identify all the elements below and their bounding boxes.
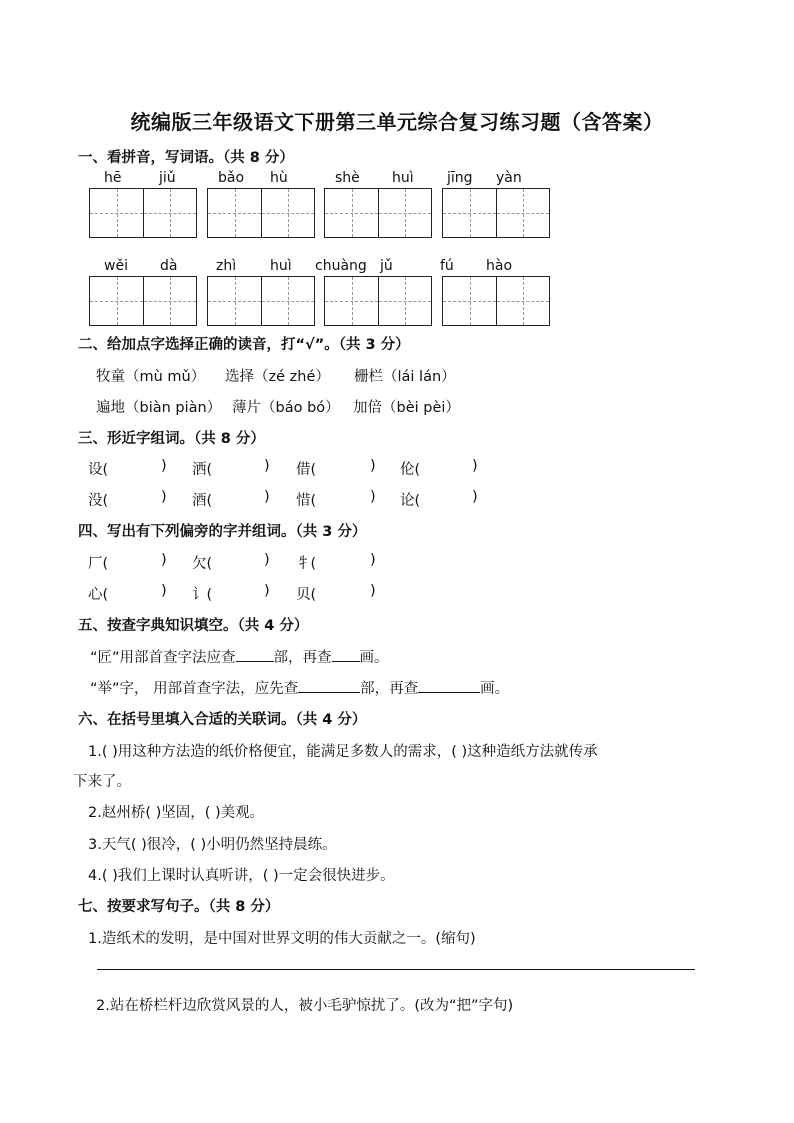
radical-prompt: 厂(: [88, 556, 109, 572]
radical-prompt: 心(: [88, 587, 109, 603]
section-4-heading: 四、写出有下列偏旁的字并组词。（共 3 分）: [78, 524, 367, 540]
char-prompt: 借(: [296, 462, 317, 478]
answer-blank[interactable]: [418, 678, 480, 693]
pinyin: dà: [160, 258, 178, 274]
sentence-question-1: 1.造纸术的发明，是中国对世界文明的伟大贡献之一。(缩句): [88, 931, 476, 947]
radical-blank-close[interactable]: ): [264, 583, 270, 599]
radical-prompt: 贝(: [296, 587, 317, 603]
text: 画。: [480, 681, 510, 697]
dictionary-question-2: [90, 677, 509, 698]
writing-grid[interactable]: [89, 188, 197, 238]
pinyin: chuàng: [315, 258, 367, 274]
radical-blank-close[interactable]: ): [370, 583, 376, 599]
section-7-heading: 七、按要求写句子。（共 8 分）: [78, 899, 280, 915]
answer-blank[interactable]: [236, 647, 274, 662]
char-blank-close[interactable]: ): [264, 489, 270, 505]
reading-option[interactable]: 牧童（mù mǔ）: [96, 369, 206, 385]
writing-grid[interactable]: [324, 276, 432, 326]
char-blank-close[interactable]: ): [264, 458, 270, 474]
radical-prompt: 欠(: [192, 556, 213, 572]
pinyin: jīng: [447, 170, 473, 186]
answer-blank[interactable]: [298, 678, 360, 693]
text: 部，再查: [360, 681, 419, 697]
char-blank-close[interactable]: ): [161, 489, 167, 505]
writing-grid[interactable]: [207, 276, 315, 326]
char-prompt: 没(: [88, 493, 109, 509]
writing-grid[interactable]: [442, 188, 550, 238]
radical-blank-close[interactable]: ): [264, 552, 270, 568]
answer-blank[interactable]: [332, 647, 360, 662]
conjunction-question-3[interactable]: 3.天气( )很冷，( )小明仍然坚持晨练。: [88, 837, 337, 853]
char-blank-close[interactable]: ): [370, 458, 376, 474]
char-prompt: 伦(: [400, 462, 421, 478]
pinyin: jiǔ: [159, 170, 176, 186]
sentence-question-2: 2.站在桥栏杆边欣赏风景的人，被小毛驴惊扰了。(改为“把”字句): [96, 998, 514, 1014]
text: “匠”用部首查字法应查: [90, 650, 236, 666]
writing-grid[interactable]: [442, 276, 550, 326]
pinyin: zhì: [216, 258, 237, 274]
char-blank-close[interactable]: ): [472, 489, 478, 505]
section-1-heading: 一、看拼音，写词语。（共 8 分）: [78, 150, 294, 166]
pinyin: jǔ: [380, 258, 393, 274]
answer-line[interactable]: [97, 969, 695, 970]
writing-grid[interactable]: [324, 188, 432, 238]
char-prompt: 酒(: [192, 493, 213, 509]
char-prompt: 惜(: [296, 493, 317, 509]
reading-option[interactable]: 薄片（báo bó）: [232, 400, 340, 416]
char-prompt: 论(: [400, 493, 421, 509]
text: “举”字， 用部首查字法，应先查: [90, 681, 299, 697]
dictionary-question-1: [90, 646, 389, 667]
radical-prompt: 讠(: [192, 587, 213, 603]
radical-prompt: 牜(: [296, 556, 317, 572]
text: 部，再查: [273, 650, 332, 666]
section-2-heading: 二、给加点字选择正确的读音，打“√”。（共 3 分）: [78, 337, 410, 353]
radical-blank-close[interactable]: ): [161, 583, 167, 599]
pinyin: hē: [104, 170, 122, 186]
reading-option[interactable]: 选择（zé zhé）: [225, 369, 330, 385]
section-5-heading: 五、按查字典知识填空。（共 4 分）: [78, 618, 309, 634]
pinyin: shè: [335, 170, 360, 186]
pinyin: huì: [392, 170, 414, 186]
writing-grid[interactable]: [89, 276, 197, 326]
conjunction-question-2[interactable]: 2.赵州桥( )坚固，( )美观。: [88, 805, 265, 821]
pinyin: fú: [440, 258, 454, 274]
char-blank-close[interactable]: ): [161, 458, 167, 474]
char-blank-close[interactable]: ): [472, 458, 478, 474]
page-title: 统编版三年级语文下册第三单元综合复习练习题（含答案）: [130, 110, 664, 134]
char-prompt: 洒(: [192, 462, 213, 478]
pinyin: hào: [486, 258, 513, 274]
reading-option[interactable]: 加倍（bèi pèi）: [353, 400, 460, 416]
conjunction-question-1[interactable]: 1.( )用这种方法造的纸价格便宜，能满足多数人的需求，( )这种造纸方法就传承: [88, 744, 598, 760]
pinyin: huì: [270, 258, 292, 274]
radical-blank-close[interactable]: ): [161, 552, 167, 568]
char-prompt: 设(: [88, 462, 109, 478]
radical-blank-close[interactable]: ): [370, 552, 376, 568]
conjunction-question-4[interactable]: 4.( )我们上课时认真听讲，( )一定会很快进步。: [88, 868, 395, 884]
pinyin: wěi: [104, 258, 128, 274]
writing-grid[interactable]: [207, 188, 315, 238]
pinyin: hù: [270, 170, 288, 186]
text: 画。: [359, 650, 389, 666]
pinyin: bǎo: [218, 170, 245, 186]
reading-option[interactable]: 栅栏（lái lán）: [354, 369, 456, 385]
section-6-heading: 六、在括号里填入合适的关联词。（共 4 分）: [78, 712, 367, 728]
reading-option[interactable]: 遍地（biàn piàn）: [96, 400, 222, 416]
conjunction-question-1-cont: 下来了。: [73, 774, 131, 790]
section-3-heading: 三、形近字组词。（共 8 分）: [78, 431, 265, 447]
char-blank-close[interactable]: ): [370, 489, 376, 505]
pinyin: yàn: [496, 170, 522, 186]
